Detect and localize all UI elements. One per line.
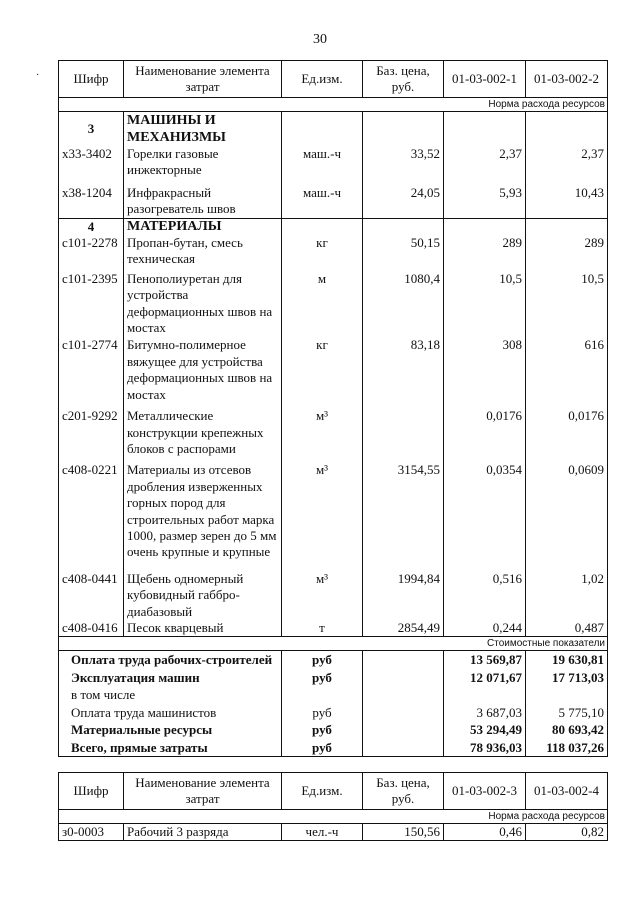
row-value-b: 10,43 [526, 179, 608, 218]
row-value-b: 289 [526, 235, 608, 268]
row-code: х33-3402 [59, 146, 124, 179]
row-unit: м³ [282, 561, 363, 620]
row-value-b: 0,82 [526, 824, 608, 841]
total-value-a: 3 687,03 [444, 704, 526, 722]
row-value-a: 0,516 [444, 561, 526, 620]
total-label: в том числе [59, 686, 282, 704]
total-value-a: 53 294,49 [444, 721, 526, 739]
row-value-b: 616 [526, 336, 608, 403]
total-label: Оплата труда машинистов [59, 704, 282, 722]
total-unit: руб [282, 651, 363, 669]
header-col-b: 01-03-002-4 [526, 773, 608, 810]
total-value-b: 80 693,42 [526, 721, 608, 739]
row-unit: чел.-ч [282, 824, 363, 841]
total-unit: руб [282, 669, 363, 687]
total-value-b: 17 713,03 [526, 669, 608, 687]
row-value-a: 0,0354 [444, 457, 526, 560]
margin-mark: · [36, 70, 40, 81]
row-price: 150,56 [363, 824, 444, 841]
total-value-a: 78 936,03 [444, 739, 526, 757]
total-label: Эксплуатация машин [59, 669, 282, 687]
row-code: с408-0416 [59, 620, 124, 637]
page-number: 30 [313, 32, 327, 47]
resource-table-2 [58, 772, 608, 841]
row-name: Рабочий 3 разряда [124, 824, 282, 841]
row-price: 1994,84 [363, 561, 444, 620]
totals-row [59, 739, 608, 757]
row-name: Инфракрасный разогреватель швов [124, 179, 282, 218]
total-label: Всего, прямые затраты [59, 739, 282, 757]
row-code: х38-1204 [59, 179, 124, 218]
section-row-machines [59, 112, 608, 147]
header-code: Шифр [59, 773, 124, 810]
total-value-a: 12 071,67 [444, 669, 526, 687]
row-price: 50,15 [363, 235, 444, 268]
row-price: 1080,4 [363, 268, 444, 337]
row-price: 24,05 [363, 179, 444, 218]
row-code: с101-2395 [59, 268, 124, 337]
total-value-b [526, 686, 608, 704]
header-col-a: 01-03-002-3 [444, 773, 526, 810]
table-row [59, 336, 608, 403]
totals-row [59, 721, 608, 739]
total-value-b: 5 775,10 [526, 704, 608, 722]
section-row-materials [59, 218, 608, 235]
row-value-b: 0,487 [526, 620, 608, 637]
row-name: Битумно-полимерное вяжущее для устройства деформационных швов на мостах [124, 336, 282, 403]
total-value-a [444, 686, 526, 704]
total-unit: руб [282, 704, 363, 722]
totals-row [59, 669, 608, 687]
table-header-row [59, 773, 608, 810]
table-header-row [59, 61, 608, 98]
total-value-b: 118 037,26 [526, 739, 608, 757]
total-label: Оплата труда рабочих-строителей [59, 651, 282, 669]
header-price: Баз. цена, руб. [363, 61, 444, 98]
row-value-b: 10,5 [526, 268, 608, 337]
row-code: с201-9292 [59, 403, 124, 457]
table-row [59, 403, 608, 457]
row-unit: м³ [282, 403, 363, 457]
subheader-norm: Норма расхода ресурсов [59, 98, 608, 112]
subheader-norm: Норма расхода ресурсов [59, 810, 608, 824]
header-col-a: 01-03-002-1 [444, 61, 526, 98]
header-code: Шифр [59, 61, 124, 98]
row-code: с101-2774 [59, 336, 124, 403]
row-code: с408-0221 [59, 457, 124, 560]
table-row [59, 268, 608, 337]
total-label: Материальные ресурсы [59, 721, 282, 739]
row-price: 3154,55 [363, 457, 444, 560]
row-name: Песок кварцевый [124, 620, 282, 637]
row-unit: маш.-ч [282, 179, 363, 218]
header-price: Баз. цена, руб. [363, 773, 444, 810]
total-unit: руб [282, 721, 363, 739]
table-row [59, 146, 608, 179]
row-code: з0-0003 [59, 824, 124, 841]
row-price: 2854,49 [363, 620, 444, 637]
row-name: Пенополиуретан для устройства деформационных швов на мостах [124, 268, 282, 337]
row-price [363, 403, 444, 457]
row-unit: кг [282, 235, 363, 268]
header-unit: Ед.изм. [282, 61, 363, 98]
row-price: 33,52 [363, 146, 444, 179]
table-row [59, 179, 608, 218]
row-unit: м [282, 268, 363, 337]
row-value-b: 1,02 [526, 561, 608, 620]
totals-row [59, 704, 608, 722]
row-value-b: 0,0176 [526, 403, 608, 457]
header-name: Наименование элемента затрат [124, 773, 282, 810]
subheader-cost: Стоимостные показатели [59, 637, 608, 651]
table-row [59, 824, 608, 841]
row-value-a: 0,46 [444, 824, 526, 841]
row-code: с408-0441 [59, 561, 124, 620]
row-value-b: 2,37 [526, 146, 608, 179]
row-value-a: 289 [444, 235, 526, 268]
header-col-b: 01-03-002-2 [526, 61, 608, 98]
resource-table-1 [58, 60, 608, 757]
total-unit: руб [282, 739, 363, 757]
row-value-b: 0,0609 [526, 457, 608, 560]
row-unit: маш.-ч [282, 146, 363, 179]
row-name: Горелки газовые инжекторные [124, 146, 282, 179]
totals-row [59, 686, 608, 704]
totals-row [59, 651, 608, 669]
row-unit: м³ [282, 457, 363, 560]
row-code: с101-2278 [59, 235, 124, 268]
row-value-a: 10,5 [444, 268, 526, 337]
row-value-a: 308 [444, 336, 526, 403]
row-price: 83,18 [363, 336, 444, 403]
row-name: Щебень одномерный кубовидный габбро-диабазовый [124, 561, 282, 620]
total-value-a: 13 569,87 [444, 651, 526, 669]
header-name: Наименование элемента затрат [124, 61, 282, 98]
section-number: 4 [59, 218, 124, 235]
row-unit: кг [282, 336, 363, 403]
row-name: Материалы из отсевов дробления изверженных горных пород для строительных работ марка 1000, размер зерен до 5 мм очень крупные и крупные [124, 457, 282, 560]
row-value-a: 2,37 [444, 146, 526, 179]
row-value-a: 5,93 [444, 179, 526, 218]
header-unit: Ед.изм. [282, 773, 363, 810]
row-unit: т [282, 620, 363, 637]
row-name: Металлические конструкции крепежных блоков с распорами [124, 403, 282, 457]
table-row [59, 561, 608, 620]
row-value-a: 0,0176 [444, 403, 526, 457]
row-name: Пропан-бутан, смесь техническая [124, 235, 282, 268]
section-title: МАТЕРИАЛЫ [124, 218, 282, 235]
section-title: МАШИНЫ И МЕХАНИЗМЫ [124, 112, 282, 147]
table-row [59, 457, 608, 560]
total-unit [282, 686, 363, 704]
row-value-a: 0,244 [444, 620, 526, 637]
table-row [59, 620, 608, 637]
total-value-b: 19 630,81 [526, 651, 608, 669]
section-number: 3 [59, 112, 124, 147]
table-row [59, 235, 608, 268]
